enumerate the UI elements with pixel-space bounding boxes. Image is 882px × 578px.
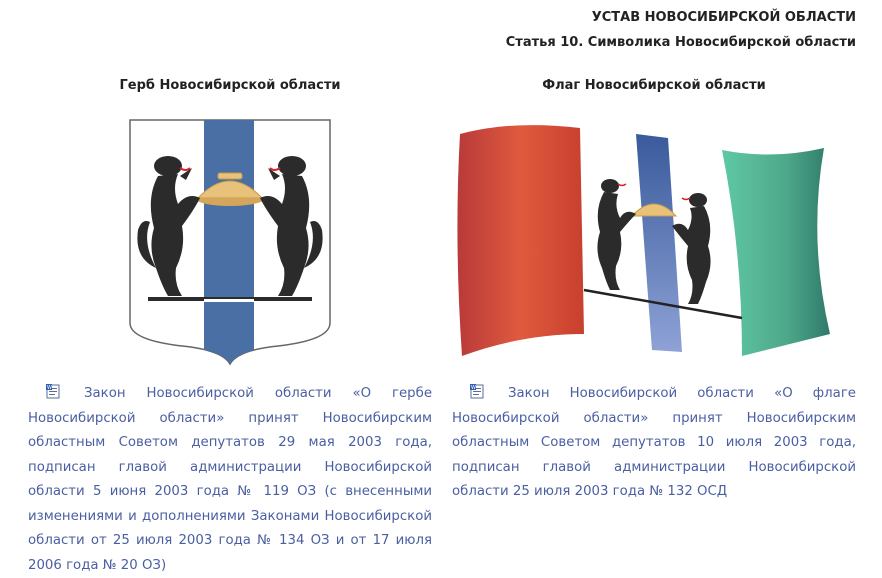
word-document-icon[interactable] [46, 384, 60, 399]
svg-text:W: W [471, 385, 476, 391]
coat-of-arms-title: Герб Новосибирской области [119, 78, 341, 93]
flag-title: Флаг Новосибирской области [542, 78, 766, 93]
article-title: Статья 10. Символика Новосибирской области [505, 35, 856, 50]
flag-law-link[interactable]: Закон Новосибирской области «О флаге Новосибирской области» принят Новосибирским областным Советом депутатов 10 июля 2003 года, подписан главой администрации Новосибирской области 25 июля 2003 года № 132 ОСД [452, 386, 856, 499]
document-title: УСТАВ НОВОСИБИРСКОЙ ОБЛАСТИ [591, 10, 856, 25]
flag-image [452, 120, 832, 360]
coat-law-paragraph [28, 382, 432, 578]
flag-law-paragraph [452, 382, 856, 505]
coat-law-link[interactable]: Закон Новосибирской области «О гербе Новосибирской области» принят Новосибирским областным Советом депутатов 29 мая 2003 года, подписан главой администрации Новосибирской области 5 июня 2003 года № 119 ОЗ (с внесенными изменениями и дополнениями Законами Новосибирской области от 25 июля 2003 года № 134 ОЗ и от 17 июля 2006 года № 20 ОЗ) [28, 386, 432, 573]
coat-of-arms-image [128, 118, 332, 366]
svg-text:W: W [47, 385, 52, 391]
word-document-icon[interactable] [470, 384, 484, 399]
